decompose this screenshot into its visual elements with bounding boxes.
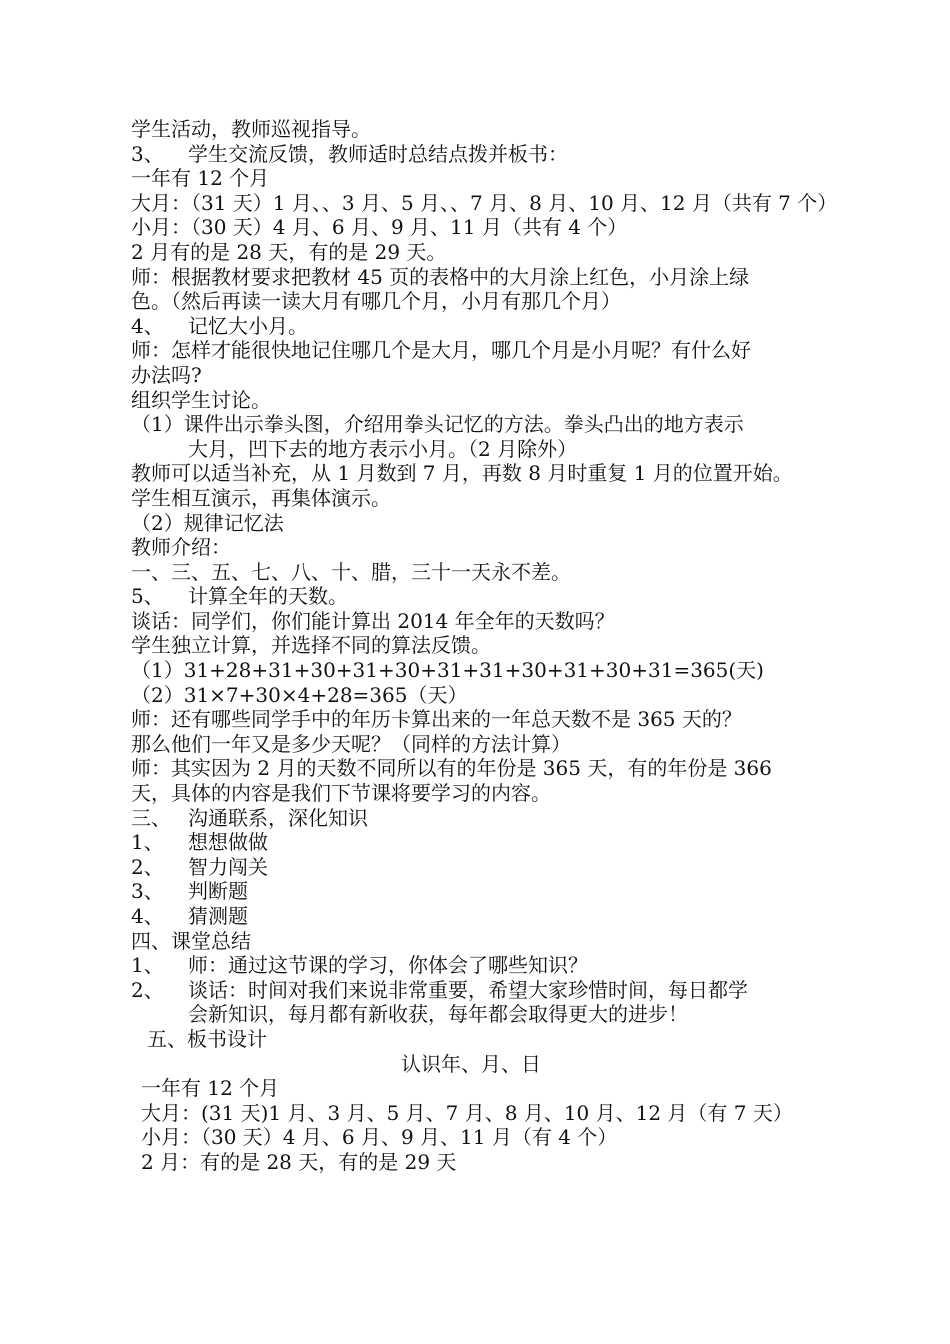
text-line (131, 535, 831, 560)
text-line (131, 1052, 811, 1077)
line-text: 一、三、五、七、八、十、腊，三十一天永不差。 (131, 559, 571, 584)
text-line (131, 830, 831, 855)
line-text: 会新知识，每月都有新收获，每年都会取得更大的进步！ (188, 1002, 688, 1027)
list-number: 三、 (131, 805, 171, 830)
list-number: 2、 (131, 854, 164, 879)
document-body (131, 117, 838, 1175)
line-text: 学生交流反馈，教师适时总结点拨并板书： (188, 141, 568, 166)
line-text: （1）课件出示拳头图，介绍用拳头记忆的方法。拳头凸出的地方表示 (131, 412, 744, 437)
text-line (131, 879, 831, 904)
text-line (131, 412, 831, 437)
list-number: 3、 (131, 141, 164, 166)
line-text: 一年有 12 个月 (131, 166, 270, 191)
text-line (131, 707, 831, 732)
line-text: 四、课堂总结 (131, 928, 251, 953)
line-text: 谈话：时间对我们来说非常重要，希望大家珍惜时间，每日都学 (188, 977, 748, 1002)
text-line (131, 633, 831, 658)
text-line (131, 1125, 831, 1150)
line-text: （2）31×7+30×4+28=365（天） (131, 682, 468, 707)
line-text: 小月：（30 天）4 月、6 月、9 月、11 月（共有 4 个） (131, 215, 628, 240)
text-line (131, 781, 831, 806)
text-line (131, 609, 831, 634)
text-line (131, 338, 831, 363)
text-line (131, 388, 831, 413)
list-number: 2、 (131, 977, 164, 1002)
line-text: 判断题 (188, 879, 248, 904)
text-line (131, 658, 831, 683)
line-text: （2）规律记忆法 (131, 510, 284, 535)
text-line (131, 511, 831, 536)
text-line (131, 560, 831, 585)
section-title: 认识年、月、日 (401, 1051, 541, 1076)
line-text: 五、板书设计 (147, 1026, 267, 1051)
list-number: 1、 (131, 953, 164, 978)
text-line (131, 756, 831, 781)
text-line (131, 314, 831, 339)
text-line (131, 265, 831, 290)
line-text: 师：其实因为 2 月的天数不同所以有的年份是 365 天，有的年份是 366 (131, 756, 772, 781)
text-line (131, 215, 831, 240)
line-text: 教师可以适当补充，从 1 月数到 7 月，再数 8 月时重复 1 月的位置开始。 (131, 461, 793, 486)
text-line (131, 978, 831, 1003)
line-text: 智力闯关 (188, 854, 268, 879)
list-number: 3、 (131, 879, 164, 904)
text-line (131, 584, 831, 609)
text-line (131, 904, 831, 929)
text-line (131, 732, 831, 757)
line-text: 教师介绍： (131, 535, 231, 560)
line-text: 学生独立计算，并选择不同的算法反馈。 (131, 633, 491, 658)
line-text: 2 月有的是 28 天，有的是 29 天。 (131, 239, 447, 264)
text-line (131, 166, 831, 191)
text-line (131, 929, 831, 954)
text-line (131, 1101, 831, 1126)
list-number: 4、 (131, 904, 164, 928)
line-text: 记忆大小月。 (188, 313, 308, 338)
text-line (131, 1076, 831, 1101)
line-text: 大月：(31 天)1 月、3 月、5 月、7 月、8 月、10 月、12 月（有 7 天） (141, 1100, 793, 1125)
line-text: 色。（然后再读一读大月有哪几个月，小月有那几个月） (131, 289, 621, 314)
text-line (131, 289, 831, 314)
text-line (131, 1150, 831, 1175)
line-text: 学生相互演示，再集体演示。 (131, 485, 391, 510)
line-text: 师：通过这节课的学习，你体会了哪些知识？ (188, 953, 588, 978)
text-line (131, 855, 831, 880)
list-number: 1、 (131, 830, 164, 855)
line-text: 大月：（31 天）1 月、、3 月、5 月、、7 月、8 月、10 月、12 月（共有 7 个） (131, 190, 838, 215)
list-number: 4、 (131, 313, 164, 338)
line-text: 谈话：同学们，你们能计算出 2014 年全年的天数吗？ (131, 608, 615, 633)
line-text: 沟通联系，深化知识 (188, 805, 368, 830)
line-text: 想想做做 (188, 830, 268, 855)
line-text: （1）31+28+31+30+31+30+31+31+30+31+30+31=365(天) (131, 658, 764, 683)
line-text: 计算全年的天数。 (188, 584, 348, 609)
line-text: 组织学生讨论。 (131, 387, 271, 412)
text-line (131, 486, 831, 511)
text-line (131, 953, 831, 978)
text-line (131, 190, 838, 216)
text-line (131, 461, 831, 486)
text-line (131, 117, 831, 142)
line-text: 办法吗? (131, 362, 202, 387)
list-number: 5、 (131, 584, 164, 609)
line-text: 师：还有哪些同学手中的年历卡算出来的一年总天数不是 365 天的？ (131, 707, 742, 732)
line-text: 一年有 12 个月 (141, 1076, 280, 1101)
line-text: 那么他们一年又是多少天呢？（同样的方法计算） (131, 731, 571, 756)
line-text: 小月：（30 天）4 月、6 月、9 月、11 月（有 4 个） (141, 1125, 618, 1150)
text-line (131, 806, 831, 831)
line-text: 猜测题 (188, 904, 248, 928)
text-line (131, 1002, 831, 1027)
text-line (131, 437, 831, 462)
text-line (131, 1027, 831, 1052)
line-text: 大月，凹下去的地方表示小月。（2 月除外） (188, 436, 578, 461)
text-line (131, 683, 831, 708)
line-text: 师：根据教材要求把教材 45 页的表格中的大月涂上红色，小月涂上绿 (131, 264, 750, 289)
text-line (131, 363, 831, 388)
line-text: 天，具体的内容是我们下节课将要学习的内容。 (131, 781, 551, 806)
text-line (131, 142, 831, 167)
text-line (131, 240, 831, 265)
line-text: 学生活动，教师巡视指导。 (131, 117, 371, 141)
line-text: 2 月：有的是 28 天，有的是 29 天 (141, 1149, 457, 1174)
line-text: 师：怎样才能很快地记住哪几个是大月，哪几个月是小月呢？有什么好 (131, 338, 751, 363)
